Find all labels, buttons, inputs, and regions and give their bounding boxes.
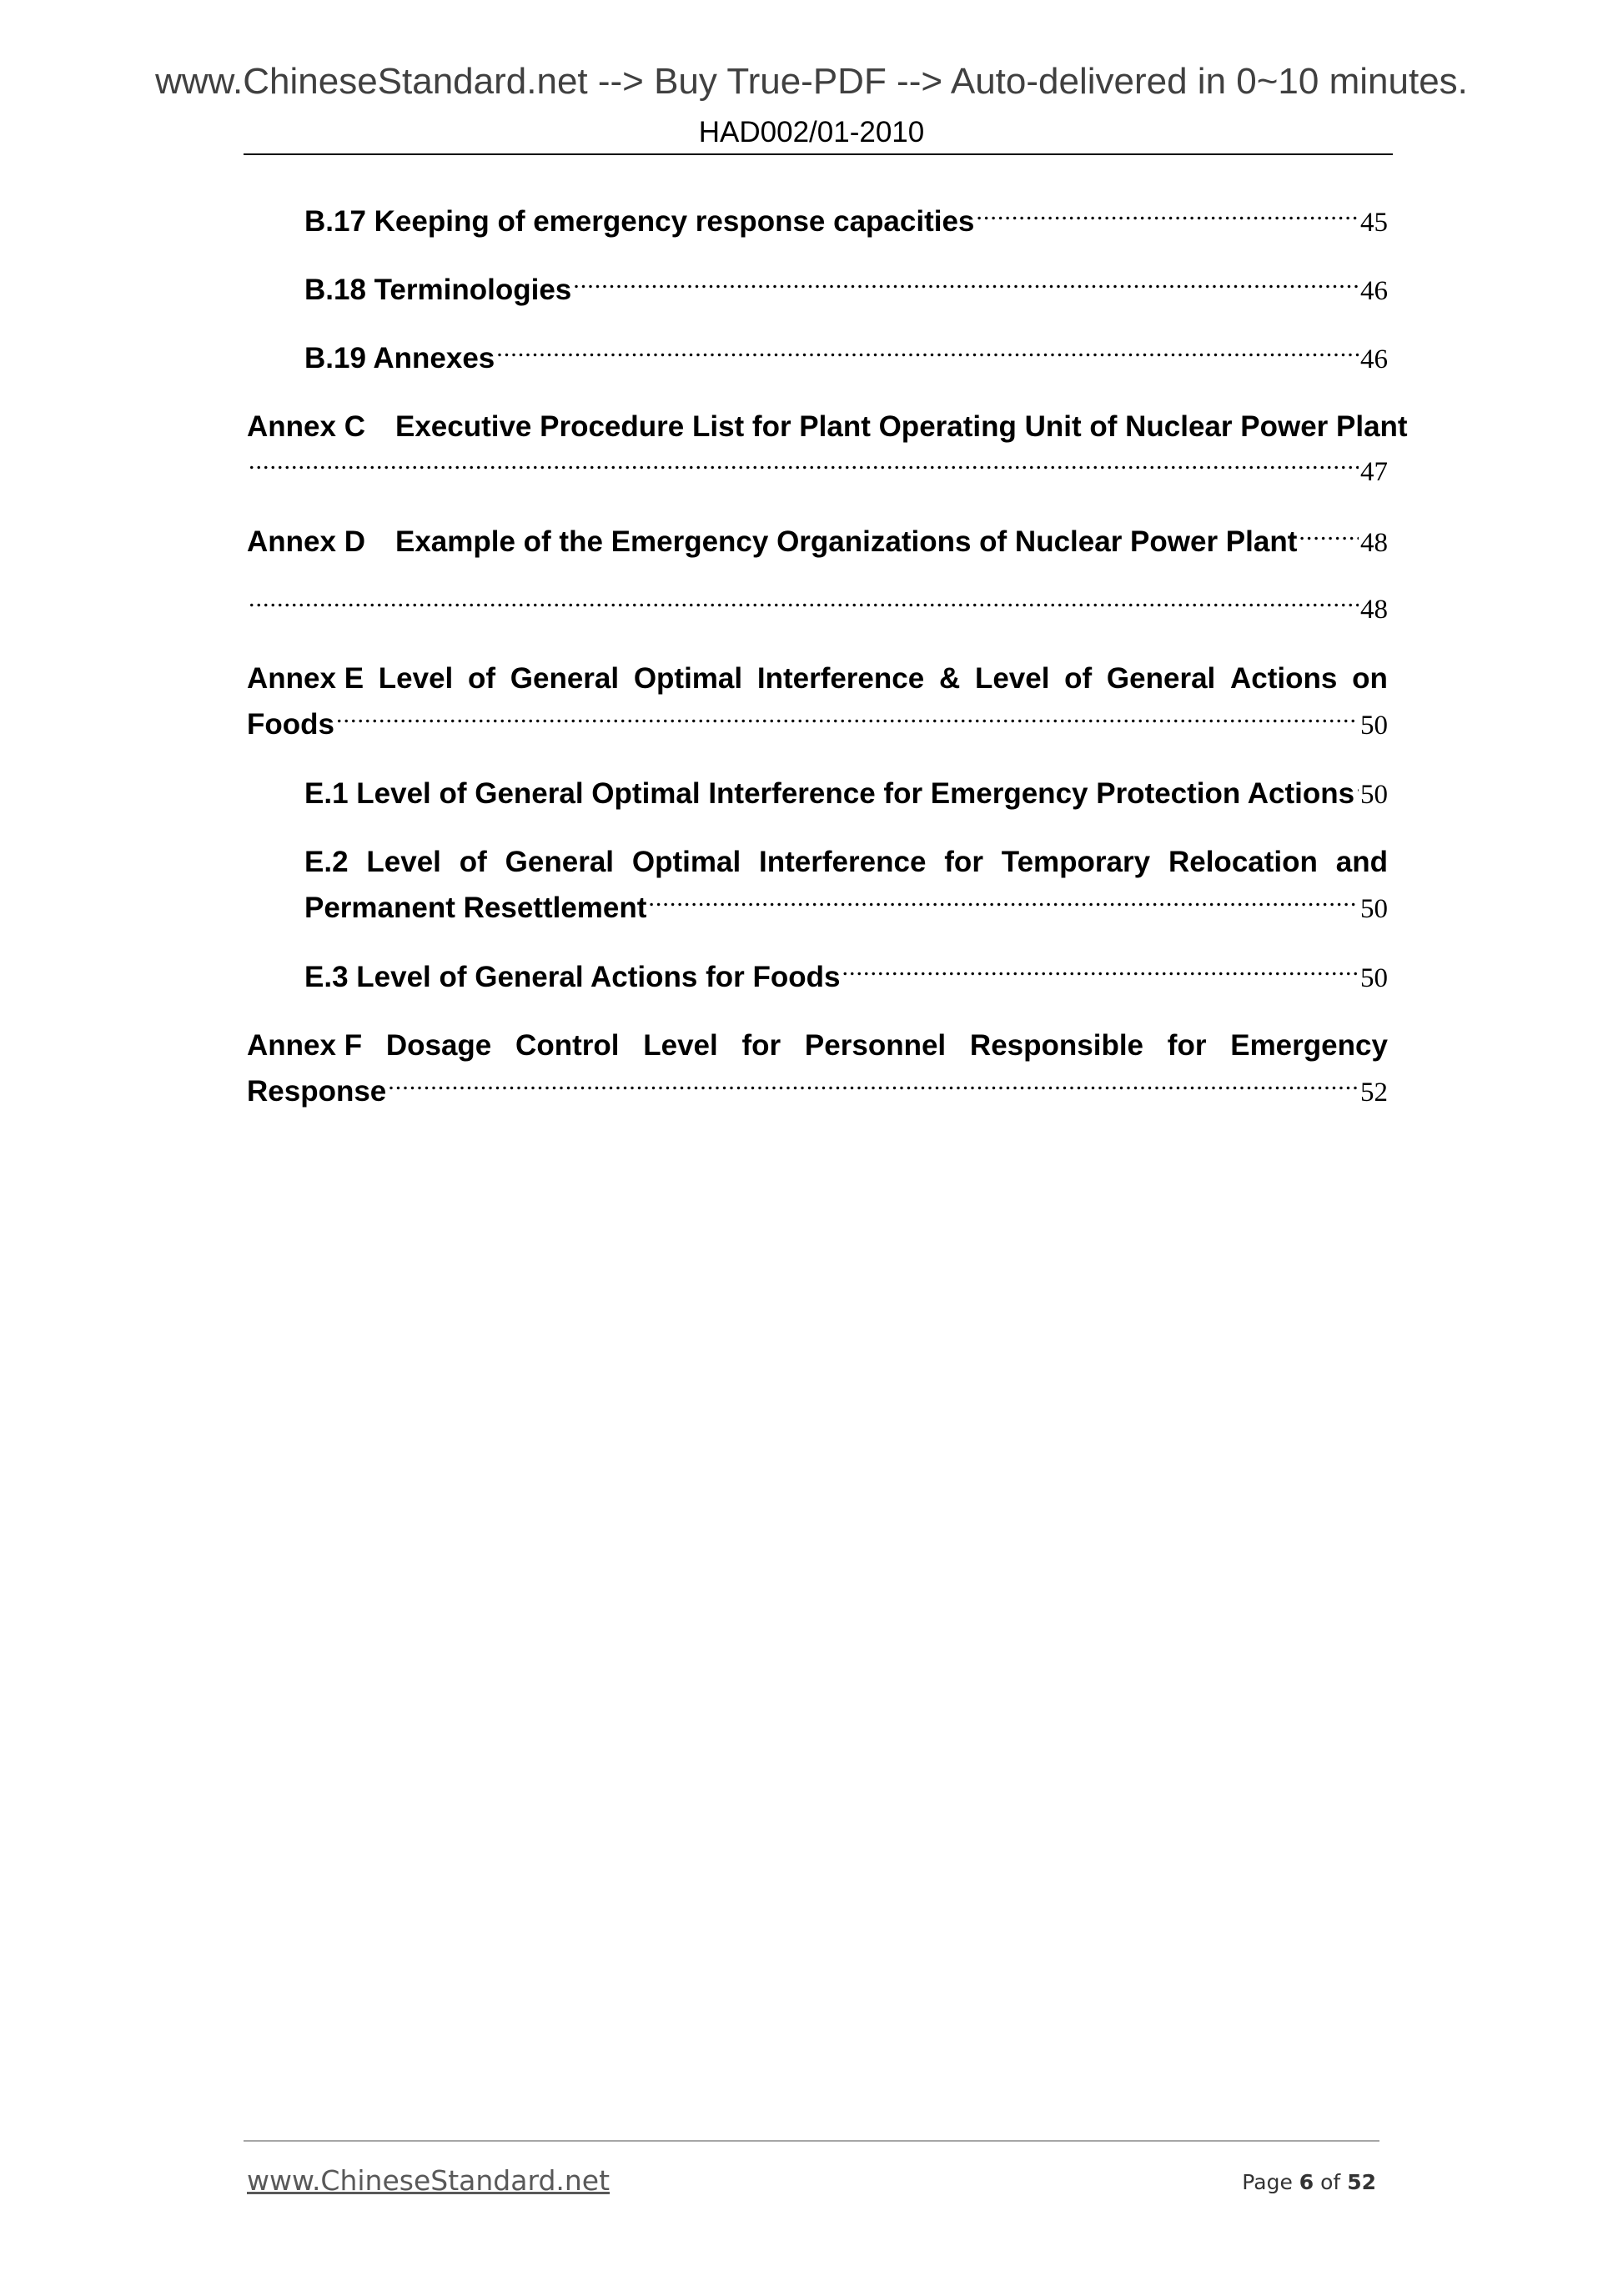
toc-entry-e3[interactable] xyxy=(304,954,1388,1000)
word: Personnel xyxy=(804,1029,947,1062)
toc-page-number: 48 xyxy=(1360,595,1388,625)
toc-page-number: 45 xyxy=(1360,208,1388,238)
toc-entry-label-line2: Response xyxy=(247,1075,387,1108)
toc-entry-annex-e[interactable] xyxy=(247,656,1388,747)
toc-entry-annex-f[interactable] xyxy=(247,1022,1388,1114)
toc-entry-b17[interactable] xyxy=(304,198,1388,244)
page-total: 52 xyxy=(1347,2170,1376,2194)
top-banner[interactable]: www.ChineseStandard.net --> Buy True-PDF --> Auto-delivered in 0~10 minutes. xyxy=(155,61,1468,102)
word: General xyxy=(510,662,620,695)
toc-entry-label-line1 xyxy=(247,1022,1388,1068)
toc-page-number: 50 xyxy=(1360,711,1388,741)
word: for xyxy=(741,1029,781,1062)
toc-page-number: 46 xyxy=(1360,344,1388,374)
toc-entry-label-line1 xyxy=(247,656,1388,701)
toc-entry-annex-c[interactable] xyxy=(247,404,1408,495)
word: E.2 xyxy=(304,846,349,878)
dot-leader xyxy=(388,1076,1359,1101)
dot-leader xyxy=(496,343,1359,368)
toc-entry-e1[interactable] xyxy=(304,771,1388,816)
annex-title: Example of the Emergency Organizations of Nuclear Power Plant xyxy=(394,525,1298,558)
header-rule xyxy=(244,153,1393,155)
annex-id: Annex C xyxy=(247,410,365,443)
word: Interference xyxy=(759,846,927,878)
toc-entry-label xyxy=(247,404,1408,450)
word: for xyxy=(1167,1029,1207,1062)
toc-entry-label: B.18 Terminologies xyxy=(304,274,572,306)
dot-leader xyxy=(648,892,1359,917)
page-current: 6 xyxy=(1299,2170,1314,2194)
word: Level xyxy=(378,662,454,695)
dot-leader xyxy=(1299,526,1359,551)
word: Level xyxy=(643,1029,718,1062)
word: Optimal xyxy=(633,662,743,695)
word: Dosage xyxy=(385,1029,492,1062)
word: General xyxy=(505,846,615,878)
page-of: of xyxy=(1320,2170,1341,2194)
word: Relocation xyxy=(1168,846,1318,878)
word: Responsible xyxy=(969,1029,1144,1062)
toc-entry-label: B.17 Keeping of emergency response capacities xyxy=(304,205,975,238)
toc-entry-annex-d[interactable] xyxy=(247,519,1388,565)
toc-entry-b19[interactable] xyxy=(304,335,1388,381)
annex-id: Annex D xyxy=(247,525,365,558)
toc-page-number: 46 xyxy=(1360,276,1388,306)
word: Level xyxy=(366,846,441,878)
annex-title: Executive Procedure List for Plant Operating Unit of Nuclear Power Plant xyxy=(394,410,1408,443)
document-code: HAD002/01-2010 xyxy=(698,116,925,148)
toc-entry-label: B.19 Annexes xyxy=(304,342,495,374)
toc-entry-label-line2: Permanent Resettlement xyxy=(304,892,647,924)
toc-entry-label: E.1 Level of General Optimal Interference for Emergency Protection Actions xyxy=(304,777,1355,810)
toc-entry-label-line2: Foods xyxy=(247,708,334,741)
dot-leader xyxy=(976,206,1359,231)
word: of xyxy=(459,846,487,878)
page-prefix: Page xyxy=(1242,2170,1293,2194)
word: of xyxy=(467,662,496,695)
word: on xyxy=(1352,662,1388,695)
dot-leader xyxy=(573,274,1359,299)
toc-page-number: 48 xyxy=(1360,528,1388,558)
word: Emergency xyxy=(1230,1029,1388,1062)
toc-page-number: 47 xyxy=(1360,457,1388,487)
footer-website-link[interactable]: www.ChineseStandard.net xyxy=(247,2164,611,2197)
word: Control xyxy=(515,1029,620,1062)
word: Temporary xyxy=(1001,846,1151,878)
word: Annex E xyxy=(247,662,364,695)
toc-entry-label-line1 xyxy=(304,839,1388,885)
dot-leader xyxy=(249,455,1359,480)
toc-entry-annex-d-continuation[interactable] xyxy=(247,587,1388,633)
footer-rule xyxy=(244,2140,1379,2142)
word: Level xyxy=(974,662,1050,695)
word: Optimal xyxy=(631,846,741,878)
toc-page-number: 50 xyxy=(1360,963,1388,993)
dot-leader xyxy=(1356,778,1359,803)
toc-page-number: 52 xyxy=(1360,1078,1388,1108)
word: of xyxy=(1064,662,1093,695)
dot-leader xyxy=(336,709,1359,734)
word: and xyxy=(1335,846,1388,878)
word: General xyxy=(1106,662,1216,695)
word: Annex F xyxy=(247,1029,363,1062)
word: for xyxy=(944,846,983,878)
word: Interference xyxy=(756,662,925,695)
toc-entry-e2[interactable] xyxy=(304,839,1388,931)
dot-leader xyxy=(249,593,1359,618)
toc-entry-label: E.3 Level of General Actions for Foods xyxy=(304,961,841,993)
toc-entry-b18[interactable] xyxy=(304,267,1388,313)
toc-page-number: 50 xyxy=(1360,780,1388,810)
dot-leader xyxy=(842,962,1359,987)
word: Actions xyxy=(1230,662,1338,695)
toc-page-number: 50 xyxy=(1360,894,1388,924)
word: & xyxy=(938,662,961,695)
toc-entry-label xyxy=(247,519,1297,565)
footer-page-indicator xyxy=(1242,2171,1376,2194)
